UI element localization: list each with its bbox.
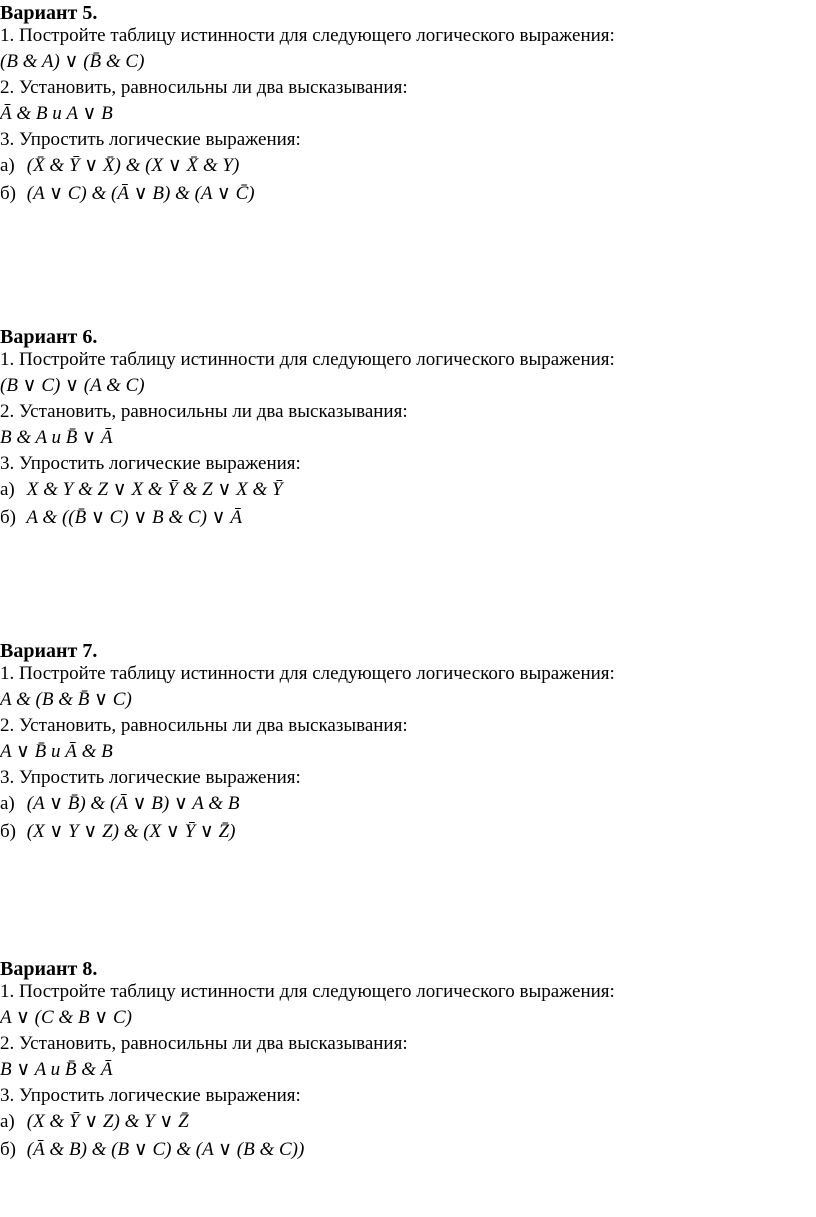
task-2-text: 2. Установить, равносильны ли два высказывания: bbox=[0, 77, 408, 98]
expression-2: B ∨ A и B̄ & Ā bbox=[0, 1059, 113, 1080]
expression-1: (B & A) ∨ (B̄ & C) bbox=[0, 51, 145, 72]
expression-3a: X & Y & Z ∨ X & Ȳ & Z ∨ X & Ȳ bbox=[26, 479, 283, 500]
expression-3a: (A ∨ B̄) & (Ā ∨ B) ∨ A & B bbox=[26, 793, 240, 814]
expression-1: A & (B & B̄ ∨ C) bbox=[0, 689, 132, 710]
expression-2: B & A и B̄ ∨ Ā bbox=[0, 427, 113, 448]
task-1-text: 1. Постройте таблицу истинности для следующего логического выражения: bbox=[0, 25, 615, 46]
expression-3a-row bbox=[0, 152, 816, 180]
expression-3b: (A ∨ C) & (Ā ∨ B) & (A ∨ C̄) bbox=[26, 183, 255, 204]
task-1-text: 1. Постройте таблицу истинности для следующего логического выражения: bbox=[0, 663, 615, 684]
item-b-label: б) bbox=[0, 507, 16, 528]
variant-title: Вариант 8. bbox=[0, 958, 98, 980]
item-b-label: б) bbox=[0, 183, 16, 204]
item-a-label: а) bbox=[0, 479, 15, 500]
expression-3b: (X ∨ Y ∨ Z) & (X ∨ Ȳ ∨ Z̄) bbox=[26, 821, 236, 842]
item-a-label: а) bbox=[0, 155, 15, 176]
variant-block-7 bbox=[0, 640, 816, 846]
expression-3b: (Ā & B) & (B ∨ C) & (A ∨ (B & C)) bbox=[26, 1139, 305, 1160]
variant-title: Вариант 5. bbox=[0, 2, 98, 24]
item-b-label: б) bbox=[0, 1139, 16, 1160]
expression-3a-row bbox=[0, 1108, 816, 1136]
item-b-label: б) bbox=[0, 821, 16, 842]
variant-block-8 bbox=[0, 958, 816, 1164]
task-3-text: 3. Упростить логические выражения: bbox=[0, 129, 301, 150]
expression-3b-row bbox=[0, 504, 816, 532]
expression-2: Ā & B и A ∨ B bbox=[0, 103, 113, 124]
expression-3a-row bbox=[0, 476, 816, 504]
task-2-text: 2. Установить, равносильны ли два высказывания: bbox=[0, 715, 408, 736]
expression-1: (B ∨ C) ∨ (A & C) bbox=[0, 375, 145, 396]
task-2-text: 2. Установить, равносильны ли два высказывания: bbox=[0, 1033, 408, 1054]
expression-3a: (X & Ȳ ∨ Z) & Y ∨ Z̄ bbox=[26, 1111, 189, 1132]
expression-3b: A & ((B̄ ∨ C) ∨ B & C) ∨ Ā bbox=[26, 507, 242, 528]
expression-3a: (X̄ & Ȳ ∨ X̄) & (X ∨ X̄ & Y) bbox=[26, 155, 240, 176]
expression-2: A ∨ B̄ и Ā & B bbox=[0, 741, 113, 762]
expression-3b-row bbox=[0, 818, 816, 846]
task-1-text: 1. Постройте таблицу истинности для следующего логического выражения: bbox=[0, 349, 615, 370]
variant-title: Вариант 6. bbox=[0, 326, 98, 348]
variant-block-6 bbox=[0, 326, 816, 532]
task-1-text: 1. Постройте таблицу истинности для следующего логического выражения: bbox=[0, 981, 615, 1002]
task-3-text: 3. Упростить логические выражения: bbox=[0, 453, 301, 474]
task-2-text: 2. Установить, равносильны ли два высказывания: bbox=[0, 401, 408, 422]
item-a-label: а) bbox=[0, 1111, 15, 1132]
task-3-text: 3. Упростить логические выражения: bbox=[0, 767, 301, 788]
variant-block-5 bbox=[0, 2, 816, 208]
expression-3b-row bbox=[0, 180, 816, 208]
item-a-label: а) bbox=[0, 793, 15, 814]
expression-1: A ∨ (C & B ∨ C) bbox=[0, 1007, 132, 1028]
task-3-text: 3. Упростить логические выражения: bbox=[0, 1085, 301, 1106]
expression-3a-row bbox=[0, 790, 816, 818]
variant-title: Вариант 7. bbox=[0, 640, 98, 662]
expression-3b-row bbox=[0, 1136, 816, 1164]
